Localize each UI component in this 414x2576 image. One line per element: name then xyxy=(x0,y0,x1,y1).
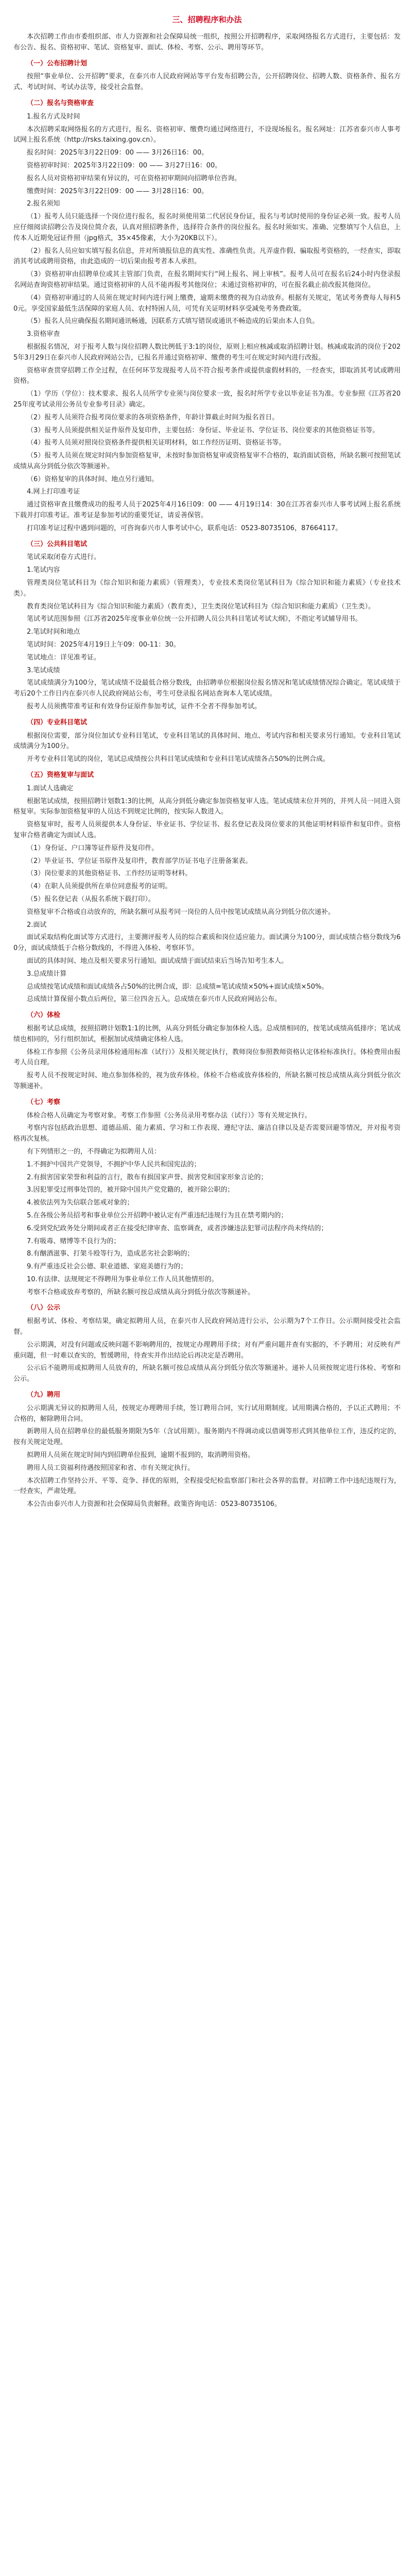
paragraph: 缴费时间：2025年3月22日09：00 —— 3月28日16：00。 xyxy=(27,187,209,195)
paragraph: 笔试成绩满分为100分，笔试成绩不设最低合格分数线，由招聘单位根据岗位报名情况和笔试成绩情况综合确定。笔试成绩于考后20个工作日内在泰兴市人民政府网站公布，考生可登录报名网站查询本人笔试成绩。 xyxy=(13,679,401,698)
paragraph: 2.报名须知 xyxy=(27,200,60,208)
paragraph: 资格复审不合格或自动放弃的，所缺名额可从报考同一岗位的人员中按笔试成绩从高分到低分依次递补。 xyxy=(27,908,335,916)
paragraph: 3.因犯罪受过刑事处罚的，被开除中国共产党党籍的，被开除公职的； xyxy=(27,1186,234,1194)
section-heading: （二）报名与资格审查 xyxy=(27,99,94,107)
paragraph: 本公告由泰兴市人力资源和社会保障局负责解释。政策咨询电话：0523-80735106。 xyxy=(27,1500,281,1509)
paragraph: 本次招聘工作坚持公开、平等、竞争、择优的原则，全程接受纪检监察部门和社会各界的监督。对招聘工作中违纪违规行为，一经查实，严肃处理。 xyxy=(13,1477,401,1496)
paragraph: 2.面试 xyxy=(27,921,47,929)
paragraph: 2.有损害国家荣誉和利益的言行，散布有损国家声誉、损害党和国家形象言论的； xyxy=(27,1173,268,1181)
paragraph: 1.报名方式及时间 xyxy=(27,112,80,121)
section-heading: （七）考察 xyxy=(27,1098,61,1106)
paragraph: 打印准考证过程中遇到问题的，可咨询泰兴市人事考试中心，联系电话：0523-80735106，87664117。 xyxy=(27,524,342,532)
paragraph: 1.不拥护中国共产党领导，不拥护中华人民共和国宪法的； xyxy=(27,1160,201,1168)
paragraph: 通过资格审查且缴费成功的报考人员于2025年4月16日09：00 —— 4月19日14：30在江苏省泰兴市人事考试网上报名系统下载并打印准考证。准考证是参加考试的重要凭证，请妥善保管。 xyxy=(13,501,401,520)
paragraph: 考察内容包括政治思想、道德品质、能力素质、学习和工作表现、遵纪守法、廉洁自律以及是否需要回避等情况，并对报考资格再次复核。 xyxy=(13,1124,401,1143)
paragraph: 根据考试、体检、考察结果，确定拟聘用人员，在泰兴市人民政府网站进行公示，公示期为7个工作日。公示期间接受社会监督。 xyxy=(13,1317,401,1336)
paragraph: 2.笔试时间和地点 xyxy=(27,628,80,636)
paragraph: 1.面试人选确定 xyxy=(27,784,74,792)
paragraph: 3.总成绩计算 xyxy=(27,970,67,978)
paragraph: （2）报名人员应如实填写报名信息，并对所填报信息的真实性、准确性负责。凡弄虚作假、骗取报考资格的，一经查实，即取消其考试或聘用资格，由此造成的一切后果由报考者本人承担。 xyxy=(13,247,401,266)
paragraph: 面试的具体时间、地点及相关要求另行通知。面试成绩于面试结束后当场告知考生本人。 xyxy=(27,957,288,965)
paragraph: 本次招聘工作由市委组织部、市人力资源和社会保障局统一组织，按照公开招聘程序，采取网络报名方式进行，主要包括：发布公告、报名、资格初审、笔试、资格复审、面试、体检、考察、公示、聘用等环节。 xyxy=(13,33,401,52)
paragraph: 按照“事业单位、公开招聘”要求，在泰兴市人民政府网站等平台发布招聘公告，公开招聘岗位、招聘人数、资格条件、报名方式、考试时间、考试办法等，接受社会监督。 xyxy=(13,73,401,92)
paragraph: 面试采取结构化面试等方式进行，主要测评报考人员的综合素质和岗位适应能力。面试满分为100分，面试成绩合格分数线为60分，面试成绩低于合格分数线的，不得进入体检、考察环节。 xyxy=(13,934,401,953)
paragraph: 总成绩按笔试成绩和面试成绩各占50%的比例合成，即：总成绩=笔试成绩×50%+面试成绩×50%。 xyxy=(27,982,329,991)
paragraph: 1.笔试内容 xyxy=(27,566,60,574)
paragraph: 10.有法律、法规规定不得聘用为事业单位工作人员其他情形的。 xyxy=(27,1275,218,1283)
paragraph: （1）学历（学位）：技术要求、报名人员所学专业须与岗位要求一致，报名时所学专业以毕业证书为准。专业参照《江苏省2025年度考试录用公务员专业参考目录》确定。 xyxy=(13,390,401,409)
paragraph: （4）报考人员须对照岗位资格条件提供相关证明材料，如工作经历证明、资格证书等。 xyxy=(27,439,286,447)
paragraph: 拟聘用人员须在规定时间内到招聘单位报到，逾期不报到的，取消聘用资格。 xyxy=(27,1451,255,1460)
section-heading: （九）聘用 xyxy=(27,1391,61,1399)
paragraph: 根据笔试成绩，按照招聘计划数1:3的比例，从高分到低分确定参加资格复审人选。笔试成绩末位并列的，并列人员一同进入资格复审。实际参加资格复审的人员达不到规定比例的，按实际人数进入。 xyxy=(13,797,401,816)
paragraph: 体检合格人员确定为考察对象。考察工作参照《公务员录用考察办法（试行）》等有关规定执行。 xyxy=(27,1111,312,1120)
paragraph: 教育类岗位笔试科目为《综合知识和能力素质》（教育类），卫生类岗位笔试科目为《综合知识和能力素质》（卫生类）。 xyxy=(27,602,375,611)
section-title: 三、招聘程序和办法 xyxy=(172,15,242,24)
paragraph: 5.在各级公务员招考和事业单位公开招聘中被认定有严重违纪违规行为且在禁考期内的； xyxy=(27,1211,288,1219)
paragraph: 开考专业科目笔试的岗位，笔试总成绩按公共科目笔试成绩和专业科目笔试成绩各占50%的比例合成。 xyxy=(27,755,330,764)
paragraph: 4.被依法列为失信联合惩戒对象的； xyxy=(27,1199,134,1207)
paragraph: 7.有吸毒、赌博等不良行为的； xyxy=(27,1237,120,1245)
paragraph: 资格初审时间：2025年3月22日09：00 —— 3月27日16：00。 xyxy=(27,161,222,170)
paragraph: 根据岗位需要，部分岗位加试专业科目笔试，专业科目笔试的具体时间、地点、考试内容和相关要求另行通知。专业科目笔试成绩满分为100分。 xyxy=(13,732,401,751)
paragraph: 管理类岗位笔试科目为《综合知识和能力素质》（管理类），专业技术类岗位笔试科目为《综合知识和能力素质》（专业技术类）。 xyxy=(13,579,401,598)
paragraph: 本次招聘采取网络报名的方式进行，报名、资格初审、缴费均通过网络进行，不设现场报名。报名网址：江苏省泰兴市人事考试网上报名系统（http://rsks.taixing.gov.cn）。 xyxy=(13,125,401,144)
paragraph: （2）报考人员须符合报考岗位要求的各项资格条件，年龄计算截止时间为报名首日。 xyxy=(27,413,279,421)
section-heading: （六）体检 xyxy=(27,1011,61,1020)
paragraph: 根据考试总成绩，按照招聘计划数1:1的比例，从高分到低分确定参加体检人选。总成绩相同的，按笔试成绩高低排序；笔试成绩也相同的，另行组织加试，根据加试成绩确定体检人选。 xyxy=(13,1024,401,1043)
paragraph: （2）毕业证书、学位证书原件及复印件，教育部学历证书电子注册备案表。 xyxy=(27,857,252,865)
paragraph: （1）身份证、户口簿等证件原件及复印件。 xyxy=(27,844,159,852)
paragraph: 聘用人员工资福利待遇按照国家和省、市有关规定执行。 xyxy=(27,1464,195,1472)
paragraph: 公示期满，对没有问题或反映问题不影响聘用的，按规定办理聘用手续；对有严重问题并查有实据的，不予聘用；对反映有严重问题，但一时难以查实的，暂缓聘用，待查实并作出结论后再决定是否聘用。 xyxy=(13,1341,401,1360)
paragraph: 笔试采取闭卷方式进行。 xyxy=(27,553,101,562)
document-body xyxy=(13,32,401,1510)
section-heading: （八）公示 xyxy=(27,1304,61,1312)
paragraph: 笔试时间：2025年4月19日上午09：00-11：30。 xyxy=(27,641,180,649)
paragraph: 体检工作参照《公务员录用体检通用标准（试行）》及相关规定执行，教师岗位参照教师资格认定体检标准执行。体检费用由报考人员自理。 xyxy=(13,1048,401,1067)
section-heading: （三）公共科目笔试 xyxy=(27,540,88,548)
paragraph: 总成绩计算保留小数点后两位，第三位四舍五入。总成绩在泰兴市人民政府网站公布。 xyxy=(27,995,282,1004)
paragraph: （5）报考人员须在规定时间内参加资格复审，未按时参加资格复审或资格复审不合格的，取消面试资格，所缺名额可按照笔试成绩从高分到低分依次等额递补。 xyxy=(13,452,401,470)
paragraph: 根据报名情况，对于报考人数与岗位招聘人数比例低于3:1的岗位，原则上相应核减或取消招聘计划。核减或取消的岗位于2025年3月29日在泰兴市人民政府网站公告，已报名并通过资格初审、缴费的考生可在规定时间内进行改报。 xyxy=(13,343,401,362)
paragraph: 3.笔试成绩 xyxy=(27,666,60,674)
paragraph: 报考人员不按规定时间、地点参加体检的，视为放弃体检。体检不合格或放弃体检的，所缺名额可按总成绩从高分到低分依次等额递补。 xyxy=(13,1072,401,1090)
paragraph: 报名人员对资格初审结果有异议的，可在资格初审期间向招聘单位咨询。 xyxy=(27,174,242,182)
section-heading: （一）公布招聘计划 xyxy=(27,59,88,67)
paragraph: 公示期满无异议的拟聘用人员，按规定办理聘用手续，签订聘用合同，实行试用期制度。试用期满合格的，予以正式聘用；不合格的，解除聘用合同。 xyxy=(13,1404,401,1423)
section-heading: （五）资格复审与面试 xyxy=(27,771,94,779)
paragraph: 资格复审时，报考人员须提供本人身份证、毕业证书、学位证书、报名登记表及岗位要求的其他证明材料原件和复印件。资格复审合格者确定为面试人选。 xyxy=(13,821,401,839)
paragraph: 3.资格审查 xyxy=(27,330,60,338)
section-heading: （四）专业科目笔试 xyxy=(27,718,88,726)
paragraph: 8.有酗酒滋事、打架斗殴等行为，造成恶劣社会影响的； xyxy=(27,1250,194,1258)
paragraph: 考察不合格或放弃考察的，所缺名额可按总成绩从高分到低分依次等额递补。 xyxy=(27,1288,255,1296)
paragraph: 笔试考试范围参照《江苏省2025年度事业单位统一公开招聘人员公共科目笔试考试大纲》，不指定考试辅导用书。 xyxy=(27,615,362,623)
paragraph: （3）岗位要求的其他资格证书、工作经历证明等材料。 xyxy=(27,870,192,878)
paragraph: （5）报名人员应确保报名期间通讯畅通，因联系方式填写错误或通讯不畅造成的后果由本人自负。 xyxy=(27,317,319,326)
paragraph: （5）报名登记表（从报名系统下载打印）。 xyxy=(27,895,155,903)
paragraph: （6）资格复审的具体时间、地点另行通知。 xyxy=(27,475,159,483)
paragraph: （3）报考人员须提供相关证件原件及复印件，主要包括：身份证、毕业证书、学位证书、岗位要求的其他资格证书等。 xyxy=(27,426,380,434)
paragraph: 资格审查贯穿招聘工作全过程，在任何环节发现报考人员不符合报考条件或提供虚假材料的，一经查实，即取消其考试或聘用资格。 xyxy=(13,366,401,385)
paragraph: 报考人员须携带准考证和有效身份证原件参加考试，证件不全者不得参加考试。 xyxy=(27,703,262,711)
paragraph: （4）资格初审通过的人员须在规定时间内进行网上缴费，逾期未缴费的视为自动放弃。根据有关规定，笔试考务费每人每科50元。享受国家最低生活保障的家庭人员、农村特困人员，可凭有关证明材料享受减免考务费政策。 xyxy=(13,294,401,313)
paragraph: 报名时间：2025年3月22日09：00 —— 3月26日16：00。 xyxy=(27,149,209,157)
paragraph: （1）报考人员只能选择一个岗位进行报名，报名时须使用第二代居民身份证，报名与考试时使用的身份证必须一致。报考人员应仔细阅读招聘公告及岗位简介表，认真对照招聘条件，选择符合条件的岗位报名。报名时须如实、准确、完整填写个人信息，上传本人近期免冠证件照（jpg格式，35×45像素，大小为20KB以下）。 xyxy=(13,213,401,242)
paragraph: 4.网上打印准考证 xyxy=(27,488,80,496)
paragraph: （4）在职人员须提供所在单位同意报考的证明。 xyxy=(27,883,172,891)
paragraph: 9.有严重违反社会公德、职业道德、家庭美德行为的； xyxy=(27,1263,187,1271)
paragraph: 有下列情形之一的，不得确定为拟聘用人员： xyxy=(27,1147,161,1156)
paragraph: 6.受到党纪政务处分期间或者正在接受纪律审查、监察调查，或者涉嫌违法犯罪司法程序尚未终结的； xyxy=(27,1224,328,1232)
paragraph: （3）资格初审由招聘单位或其主管部门负责，在报名期间实行“网上报名、网上审核”。报考人员可在报名后24小时内登录报名网站查询资格初审结果。通过资格初审的人员不能再报考其他岗位；未通过资格初审的，可在报名截止前改报其他岗位。 xyxy=(13,270,401,289)
paragraph: 公示后不能聘用或拟聘用人员放弃的，所缺名额可按总成绩从高分到低分依次等额递补。递补人员须按规定进行体检、考察和公示。 xyxy=(13,1364,401,1383)
paragraph: 新聘用人员在招聘单位的最低服务期限为5年（含试用期）。服务期内不得调动或以借调等形式到其他单位工作，违反约定的，按有关规定处理。 xyxy=(13,1428,401,1447)
paragraph: 笔试地点：详见准考证。 xyxy=(27,653,101,662)
